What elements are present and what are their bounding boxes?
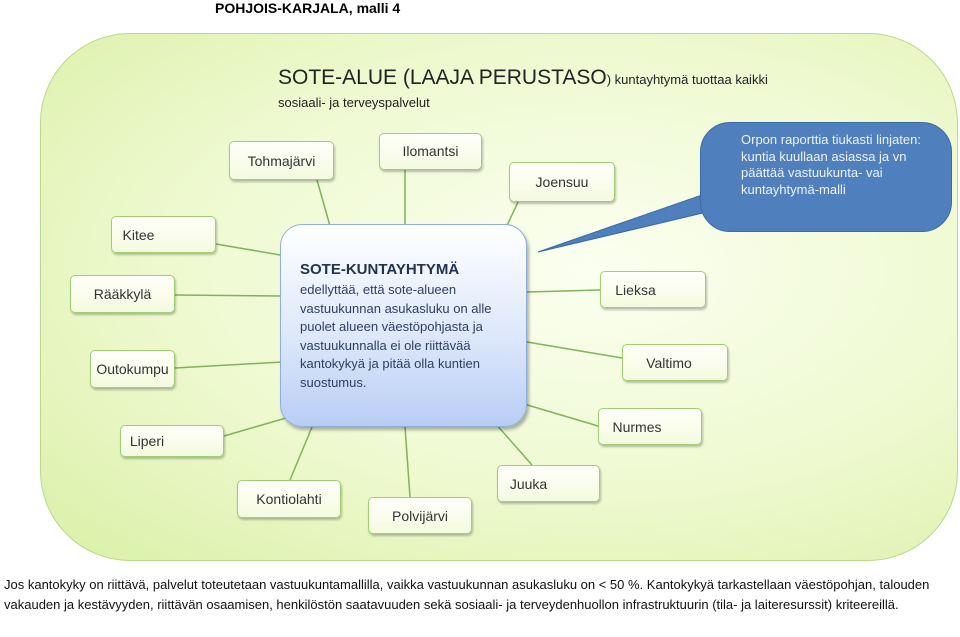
connector-outokumpu	[175, 362, 282, 368]
municipality-kitee-label: Kitee	[122, 226, 155, 243]
connector-nurmes	[524, 404, 598, 426]
municipality-outokumpu-label: Outokumpu	[96, 361, 169, 377]
diagram-heading: POHJOIS-KARJALA, malli 4	[215, 0, 401, 16]
connector-valtimo	[527, 342, 622, 358]
callout-note	[700, 122, 952, 232]
municipality-polvijarvi	[368, 497, 472, 534]
municipality-joensuu-label: Joensuu	[535, 174, 589, 190]
municipality-juuka	[497, 465, 600, 502]
municipality-valtimo-label: Valtimo	[646, 354, 692, 371]
municipality-polvijarvi-label: Polvijärvi	[391, 507, 448, 524]
municipality-lieksa-label: Lieksa	[615, 281, 656, 298]
municipality-tohmajarvi-label: Tohmajärvi	[247, 152, 316, 169]
connector-tohmajarvi	[317, 180, 330, 226]
connector-kitee	[216, 244, 286, 256]
municipality-kitee	[111, 216, 216, 253]
municipality-liperi	[120, 425, 224, 457]
connector-liperi	[224, 418, 286, 436]
center-body: edellyttää, että sote-alueen vastuukunnan asukasluku on alle puolet alueen väestöpohjasta ja vastuukunnalla ei ole riittävää kantokykyä ja pitää olla kuntien suostumus.	[300, 282, 492, 390]
connector-juuka	[495, 423, 532, 465]
area-title-tail: ) kuntayhtymä tuottaa kaikki	[606, 72, 768, 87]
municipality-nurmes-label: Nurmes	[612, 418, 662, 435]
connector-raakkyla	[175, 295, 280, 296]
municipality-valtimo	[622, 344, 728, 381]
municipality-liperi-label: Liperi	[129, 433, 165, 449]
municipality-outokumpu	[90, 350, 175, 388]
connector-polvijarvi	[405, 427, 410, 497]
municipality-joensuu	[509, 162, 615, 202]
municipality-raakkyla	[70, 275, 175, 313]
connector-lieksa	[527, 290, 600, 292]
connector-kontiolahti	[290, 427, 312, 480]
footnote: Jos kantokyky on riittävä, palvelut toteutetaan vastuukuntamallilla, vaikka vastuukunnan asukasluku on < 50 %. Kantokykyä tarkastellaan väestöpohjan, talouden vakauden ja kestävyyden, riittävän osaamisen, henkilöstön saatavuuden sekä sosiaali- ja terveydenhuollon infrastruktuurin (tila- ja laiteresurssit) kriteereillä.	[4, 577, 930, 612]
municipality-kontiolahti	[237, 480, 341, 518]
municipality-tohmajarvi	[229, 141, 334, 180]
municipality-nurmes	[598, 408, 702, 445]
municipality-ilomantsi	[379, 133, 482, 170]
municipality-raakkyla-label: Rääkkylä	[93, 286, 152, 302]
center-title: SOTE-KUNTAYHTYMÄ	[300, 261, 460, 278]
area-title-line2: sosiaali- ja terveyspalvelut	[278, 95, 430, 110]
callout-text: Orpon raporttia tiukasti linjaten: kuntia kuullaan asiassa ja vn päättää vastuukunta- vai kuntayhtymä-malli	[741, 132, 921, 197]
municipality-lieksa	[600, 271, 706, 308]
area-title-main: SOTE-ALUE (LAAJA PERUSTASO	[278, 66, 607, 89]
municipality-kontiolahti-label: Kontiolahti	[256, 491, 322, 507]
sote-kuntayhtyma-box	[280, 224, 527, 427]
municipality-juuka-label: Juuka	[509, 476, 548, 492]
municipality-ilomantsi-label: Ilomantsi	[402, 143, 459, 159]
